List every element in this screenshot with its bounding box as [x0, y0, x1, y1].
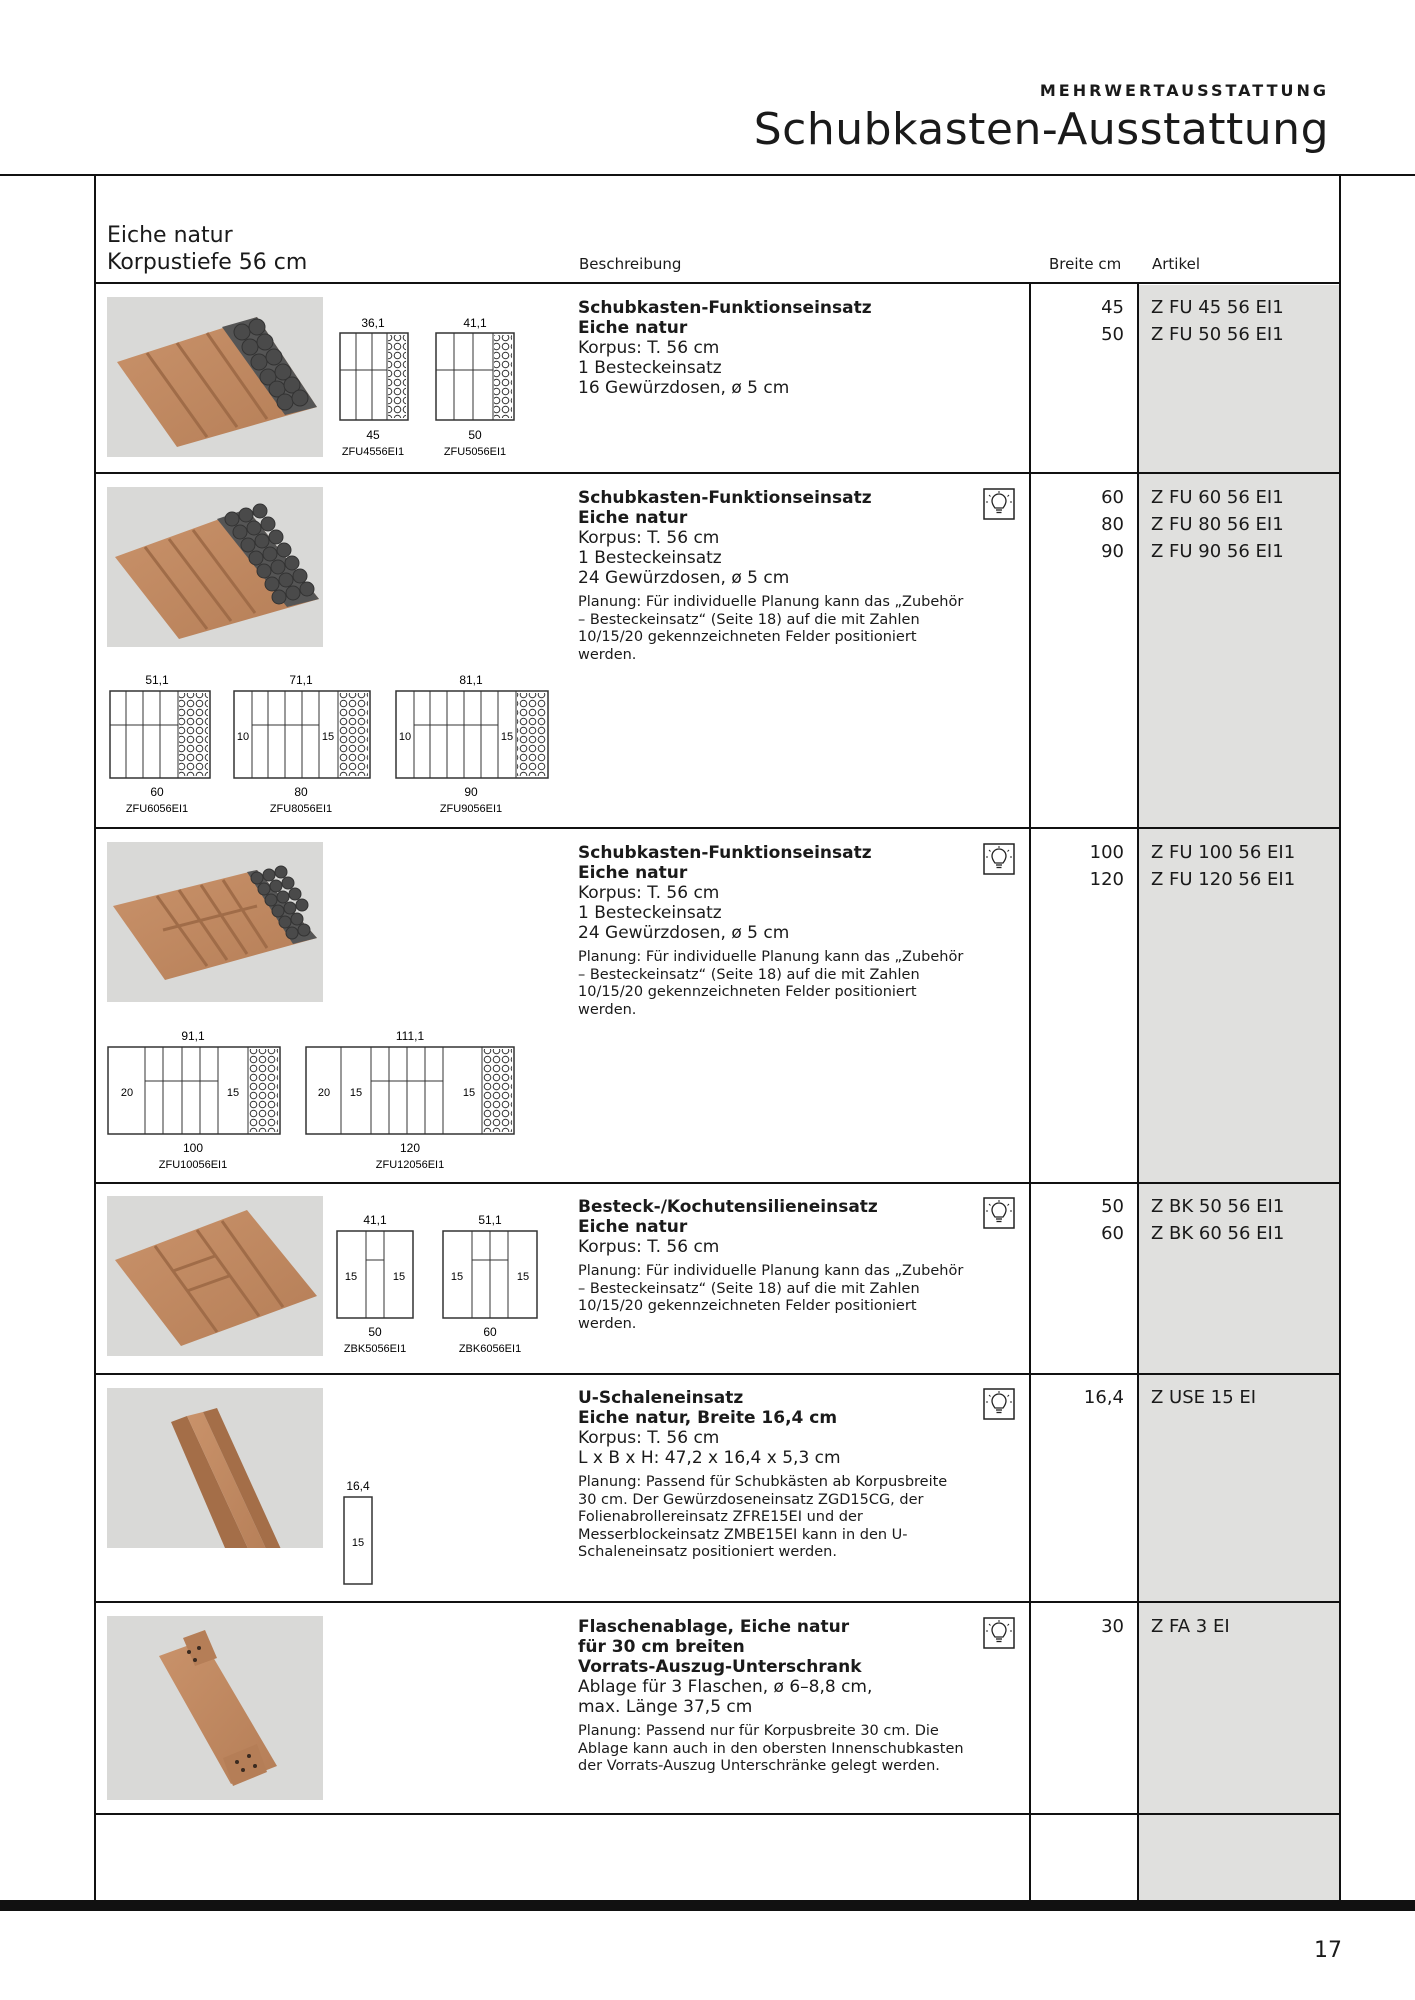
article-numbers	[1151, 484, 1284, 565]
product-spec: Ablage für 3 Flaschen, ø 6–8,8 cm,	[578, 1677, 873, 1697]
dim-bottom: 50	[468, 428, 482, 442]
svg-text:15: 15	[462, 1087, 476, 1099]
dim-bottom: 60	[483, 1325, 497, 1339]
row-divider	[94, 472, 1341, 474]
row-divider	[94, 1813, 1341, 1815]
article-number: Z FU 120 56 EI1	[1151, 869, 1296, 890]
product-photo	[107, 487, 323, 647]
svg-text:20: 20	[317, 1087, 331, 1099]
article-number: Z FU 80 56 EI1	[1151, 514, 1284, 535]
dim-top: 41,1	[363, 1213, 387, 1227]
product-title: Schubkasten-Funktionseinsatz	[578, 298, 872, 318]
svg-text:15: 15	[516, 1271, 530, 1283]
bulb-icon	[983, 1617, 1015, 1649]
svg-text:20: 20	[120, 1087, 134, 1099]
diagram-code: ZFU8056EI1	[269, 803, 333, 815]
article-number: Z FU 90 56 EI1	[1151, 541, 1284, 562]
width-value: 50	[1101, 1196, 1124, 1217]
product-spec: 24 Gewürzdosen, ø 5 cm	[578, 568, 790, 588]
article-numbers	[1151, 294, 1284, 348]
width-values	[1101, 484, 1124, 565]
width-value: 30	[1101, 1616, 1124, 1637]
dim-top: 36,1	[361, 316, 385, 330]
dim-bottom: 50	[368, 1325, 382, 1339]
product-subtitle: für 30 cm breiten	[578, 1637, 745, 1657]
layout-diagram-100-120	[105, 1028, 525, 1178]
width-values	[1101, 294, 1124, 348]
width-value: 120	[1089, 869, 1124, 890]
page-title: Schubkasten-Ausstattung	[753, 104, 1329, 155]
dim-top: 41,1	[463, 316, 487, 330]
product-title: Flaschenablage, Eiche natur	[578, 1617, 850, 1637]
product-subtitle: Eiche natur	[578, 1217, 688, 1237]
svg-text:10: 10	[398, 731, 412, 743]
page-number: 17	[1314, 1938, 1342, 1963]
product-spec: 1 Besteckeinsatz	[578, 903, 722, 923]
product-photo	[107, 842, 323, 1002]
width-value: 50	[1101, 324, 1124, 345]
planning-note: Planung: Passend nur für Korpusbreite 30 cm. Die Ablage kann auch in den obersten Innenschubkasten der Vorrats-Auszug Unterschränke gelegt werden.	[578, 1723, 964, 1774]
product-subtitle: Eiche natur	[578, 318, 688, 338]
article-number: Z FU 45 56 EI1	[1151, 297, 1284, 318]
article-number: Z BK 50 56 EI1	[1151, 1196, 1285, 1217]
diagram-code: ZFU4556EI1	[341, 446, 405, 458]
article-number: Z USE 15 EI	[1151, 1387, 1257, 1408]
product-spec: Korpus: T. 56 cm	[578, 338, 720, 358]
dim-top: 81,1	[459, 673, 483, 687]
column-divider	[1029, 283, 1031, 1902]
dim-top: 16,4	[346, 1479, 370, 1493]
dim-bottom: 60	[150, 785, 164, 799]
column-divider	[1137, 283, 1139, 1902]
section-heading	[107, 222, 307, 276]
product-spec: 1 Besteckeinsatz	[578, 548, 722, 568]
article-numbers	[1151, 1193, 1284, 1247]
svg-text:15: 15	[351, 1537, 365, 1549]
column-header-article: Artikel	[1152, 255, 1201, 273]
product-photo	[107, 1388, 323, 1548]
column-header-description: Beschreibung	[579, 255, 682, 273]
dim-top: 111,1	[395, 1029, 425, 1043]
row-divider	[94, 282, 1341, 284]
dim-bottom: 120	[399, 1141, 421, 1155]
bulb-icon	[983, 488, 1015, 520]
diagram-code: ZFU6056EI1	[125, 803, 189, 815]
page-kicker: MEHRWERTAUSSTATTUNG	[1039, 81, 1329, 100]
row-divider	[94, 827, 1341, 829]
svg-text:15: 15	[500, 731, 514, 743]
svg-text:10: 10	[236, 731, 250, 743]
width-values	[1090, 839, 1124, 893]
row-divider	[94, 1601, 1341, 1603]
product-photo	[107, 1196, 323, 1356]
dim-top: 71,1	[289, 673, 313, 687]
article-numbers	[1151, 839, 1295, 893]
product-description	[578, 1617, 968, 1776]
section-line-2: Korpustiefe 56 cm	[107, 250, 308, 275]
product-description	[578, 488, 968, 664]
dim-top: 51,1	[478, 1213, 502, 1227]
section-line-1: Eiche natur	[107, 223, 233, 248]
product-spec: max. Länge 37,5 cm	[578, 1697, 753, 1717]
diagram-code: ZFU9056EI1	[439, 803, 503, 815]
width-value: 45	[1101, 297, 1124, 318]
product-title: Besteck-/Kochutensilieneinsatz	[578, 1197, 878, 1217]
width-value: 90	[1101, 541, 1124, 562]
product-description	[578, 843, 968, 1019]
row-divider	[94, 1182, 1341, 1184]
dim-bottom: 100	[182, 1141, 204, 1155]
product-photo	[107, 297, 323, 457]
width-value: 100	[1089, 842, 1124, 863]
product-spec: 16 Gewürzdosen, ø 5 cm	[578, 378, 790, 398]
product-spec: 24 Gewürzdosen, ø 5 cm	[578, 923, 790, 943]
bulb-icon	[983, 1197, 1015, 1229]
width-values	[1101, 1613, 1124, 1640]
article-number: Z FU 60 56 EI1	[1151, 487, 1284, 508]
product-spec: Korpus: T. 56 cm	[578, 1428, 720, 1448]
layout-diagram-bk	[330, 1212, 540, 1362]
diagram-code: ZBK6056EI1	[458, 1343, 522, 1355]
layout-diagram-60-80-90	[105, 672, 565, 822]
svg-text:15: 15	[321, 731, 335, 743]
dim-bottom: 90	[464, 785, 478, 799]
product-subtitle: Vorrats-Auszug-Unterschrank	[578, 1657, 862, 1677]
diagram-code: ZBK5056EI1	[343, 1343, 407, 1355]
svg-text:15: 15	[349, 1087, 363, 1099]
svg-text:15: 15	[344, 1271, 358, 1283]
product-subtitle: Eiche natur	[578, 863, 688, 883]
product-subtitle: Eiche natur	[578, 508, 688, 528]
svg-text:15: 15	[450, 1271, 464, 1283]
row-divider	[94, 1373, 1341, 1375]
article-numbers	[1151, 1613, 1230, 1640]
planning-note: Planung: Für individuelle Planung kann das „Zubehör – Besteckeinsatz“ (Seite 18) auf die mit Zahlen 10/15/20 gekennzeichneten Felder positioniert werden.	[578, 594, 964, 663]
planning-note: Planung: Für individuelle Planung kann das „Zubehör – Besteckeinsatz“ (Seite 18) auf die mit Zahlen 10/15/20 gekennzeichneten Felder positioniert werden.	[578, 949, 964, 1018]
article-number: Z FU 100 56 EI1	[1151, 842, 1296, 863]
width-value: 80	[1101, 514, 1124, 535]
dim-top: 91,1	[181, 1029, 205, 1043]
product-subtitle: Eiche natur, Breite 16,4 cm	[578, 1408, 838, 1428]
column-header-width: Breite cm	[1049, 255, 1122, 273]
width-values	[1101, 1193, 1124, 1247]
product-title: Schubkasten-Funktionseinsatz	[578, 488, 872, 508]
width-value: 60	[1101, 487, 1124, 508]
article-number: Z BK 60 56 EI1	[1151, 1223, 1285, 1244]
width-values	[1084, 1384, 1124, 1411]
article-number: Z FA 3 EI	[1151, 1616, 1230, 1637]
dim-bottom: 80	[294, 785, 308, 799]
product-description	[578, 298, 968, 398]
product-spec: Korpus: T. 56 cm	[578, 528, 720, 548]
diagram-code: ZFU12056EI1	[375, 1159, 445, 1171]
bulb-icon	[983, 843, 1015, 875]
product-description	[578, 1388, 968, 1562]
product-spec: Korpus: T. 56 cm	[578, 883, 720, 903]
layout-diagram-use	[340, 1478, 380, 1588]
diagram-code: ZFU10056EI1	[158, 1159, 228, 1171]
article-numbers	[1151, 1384, 1256, 1411]
product-title: U-Schaleneinsatz	[578, 1388, 744, 1408]
product-spec: L x B x H: 47,2 x 16,4 x 5,3 cm	[578, 1448, 841, 1468]
product-spec: Korpus: T. 56 cm	[578, 1237, 720, 1257]
article-number: Z FU 50 56 EI1	[1151, 324, 1284, 345]
dim-bottom: 45	[366, 428, 380, 442]
planning-note: Planung: Für individuelle Planung kann das „Zubehör – Besteckeinsatz“ (Seite 18) auf die mit Zahlen 10/15/20 gekennzeichneten Felder positioniert werden.	[578, 1263, 964, 1332]
width-value: 60	[1101, 1223, 1124, 1244]
product-photo	[107, 1616, 323, 1800]
svg-text:15: 15	[392, 1271, 406, 1283]
footer-bar	[0, 1900, 1415, 1911]
product-title: Schubkasten-Funktionseinsatz	[578, 843, 872, 863]
width-value: 16,4	[1083, 1387, 1124, 1408]
svg-text:15: 15	[226, 1087, 240, 1099]
layout-diagram-45	[330, 315, 530, 465]
bulb-icon	[983, 1388, 1015, 1420]
product-spec: 1 Besteckeinsatz	[578, 358, 722, 378]
dim-top: 51,1	[145, 673, 169, 687]
product-description	[578, 1197, 968, 1333]
planning-note: Planung: Passend für Schubkästen ab Korpusbreite 30 cm. Der Gewürzdoseneinsatz ZGD15CG, der Folienabrollereinsatz ZFRE15EI und der Messerblockeinsatz ZMBE15EI kann in den U-Schaleneinsatz positioniert werden.	[578, 1474, 948, 1560]
diagram-code: ZFU5056EI1	[443, 446, 507, 458]
